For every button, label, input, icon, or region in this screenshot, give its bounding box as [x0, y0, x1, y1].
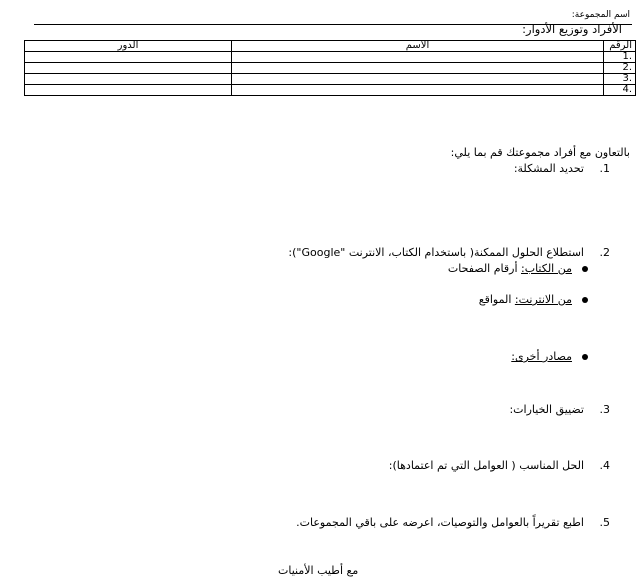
step-1 — [514, 162, 610, 175]
step-number: 3. — [599, 403, 610, 416]
source-other — [511, 350, 588, 363]
member-name-cell[interactable] — [232, 85, 604, 96]
table-row — [25, 74, 636, 85]
row-number: .4 — [604, 85, 636, 96]
member-name-cell[interactable] — [232, 63, 604, 74]
row-number: .2 — [604, 63, 636, 74]
source-label: من الكتاب: — [521, 262, 572, 275]
step-text: استطلاع الحلول الممكنة( باستخدام الكتاب، الانترنت "Google"): — [288, 246, 584, 259]
step-text: تحديد المشكلة: — [513, 162, 584, 175]
bullet-icon — [582, 297, 588, 303]
source-detail: أرقام الصفحات — [447, 262, 518, 275]
member-role-cell[interactable] — [25, 74, 232, 85]
instructions-intro: بالتعاون مع أفراد مجموعتك قم بما يلي: — [450, 146, 630, 159]
table-row — [25, 63, 636, 74]
member-name-cell[interactable] — [232, 74, 604, 85]
member-role-cell[interactable] — [25, 63, 232, 74]
member-role-cell[interactable] — [25, 52, 232, 63]
source-book — [448, 262, 588, 275]
step-text: الحل المناسب ( العوامل التي تم اعتمادها): — [388, 459, 584, 472]
step-text: اطبع تقريراً بالعوامل والتوصيات، اعرضه على باقي المجموعات. — [296, 516, 584, 529]
source-detail: المواقع — [478, 293, 512, 306]
members-table-header — [25, 41, 636, 52]
closing-text: مع أطيب الأمنيات — [278, 564, 359, 577]
step-number: 2. — [599, 246, 610, 259]
member-role-cell[interactable] — [25, 85, 232, 96]
row-number: .3 — [604, 74, 636, 85]
step-4 — [389, 459, 610, 472]
column-header-number: الرقم — [604, 41, 636, 52]
column-header-role: الدور — [25, 41, 232, 52]
bullet-icon — [582, 266, 588, 272]
members-table — [24, 40, 636, 96]
step-number: 4. — [599, 459, 610, 472]
member-name-cell[interactable] — [232, 52, 604, 63]
source-label: من الانترنت: — [514, 293, 572, 306]
members-title: الأفراد وتوزيع الأدوار: — [522, 22, 622, 36]
group-name-label: اسم المجموعة: — [571, 10, 630, 20]
step-2 — [288, 246, 610, 259]
step-number: 1. — [599, 162, 610, 175]
table-row — [25, 52, 636, 63]
row-number: .1 — [604, 52, 636, 63]
source-label: مصادر أخرى: — [511, 350, 572, 363]
bullet-icon — [582, 354, 588, 360]
step-number: 5. — [599, 516, 610, 529]
source-internet — [479, 293, 588, 306]
step-5 — [296, 516, 610, 529]
column-header-name: الاسم — [232, 41, 604, 52]
step-text: تضييق الخيارات: — [509, 403, 584, 416]
step-3 — [509, 403, 610, 416]
table-row — [25, 85, 636, 96]
